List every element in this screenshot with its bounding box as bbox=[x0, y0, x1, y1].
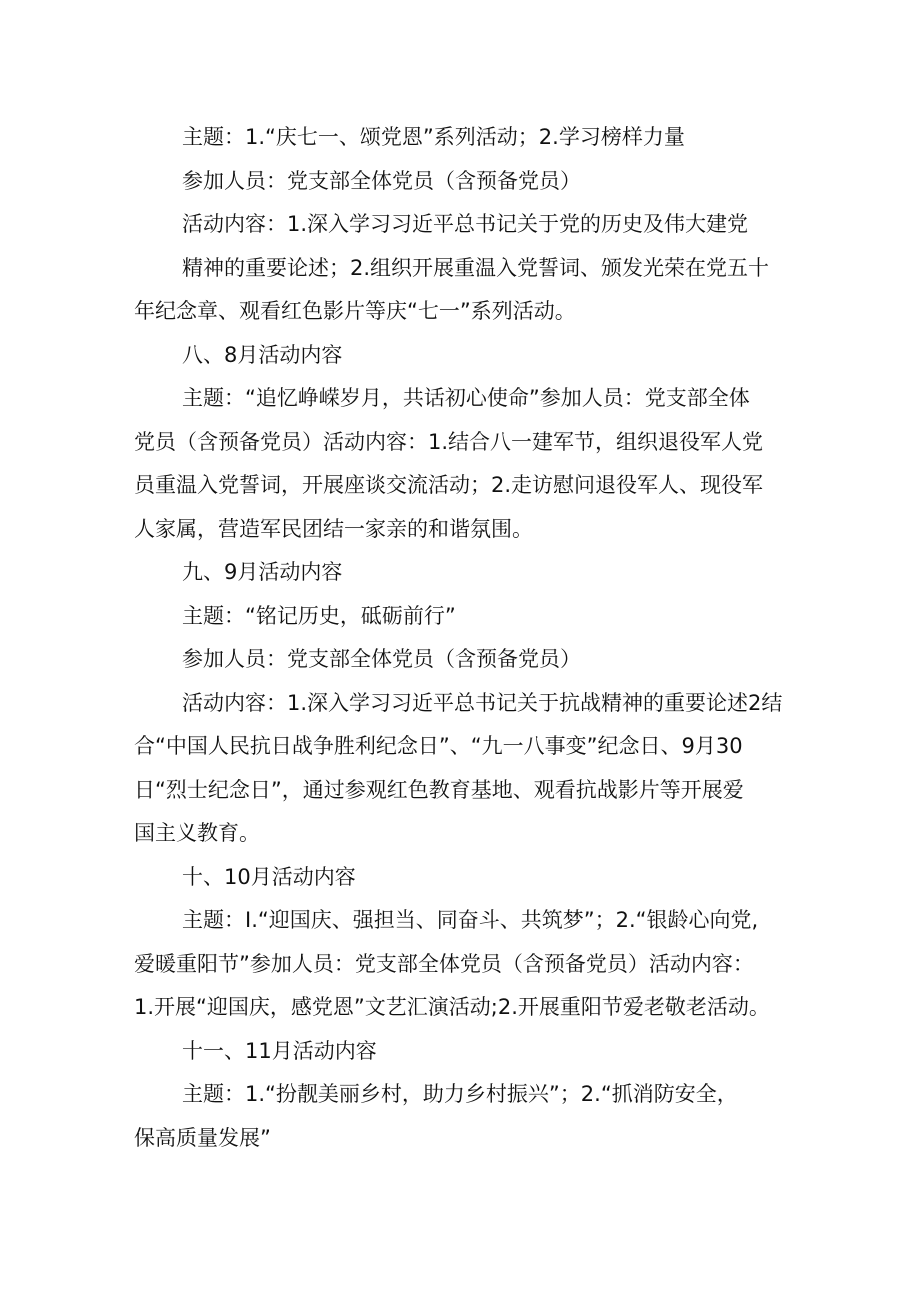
text-line: 人家属，营造军民团结一家亲的和谐氛围。 bbox=[134, 516, 533, 541]
section-heading-september: 九、9月活动内容 bbox=[182, 560, 343, 584]
text-line: 参加人员：党支部全体党员（含预备党员） bbox=[182, 168, 581, 193]
text-line: 参加人员：党支部全体党员（含预备党员） bbox=[182, 647, 581, 671]
section-heading-october: 十、10月活动内容 bbox=[182, 864, 356, 889]
text-line: 员重温入党誓词，开展座谈交流活动；2.走访慰问退役军人、现役军 bbox=[134, 473, 764, 497]
text-line: 国主义教育。 bbox=[134, 821, 260, 845]
text-line: 主题：1.“庆七一、颂党恩”系列活动；2.学习榜样力量 bbox=[182, 125, 685, 149]
text-line: 精神的重要论述；2.组织开展重温入党誓词、颁发光荣在党五十 bbox=[182, 255, 770, 280]
text-line: 日“烈士纪念日”，通过参观红色教育基地、观看抗战影片等开展爱 bbox=[134, 777, 744, 802]
text-line: 党员（含预备党员）活动内容：1.结合八一建军节，组织退役军人党 bbox=[134, 429, 764, 454]
text-line: 主题：I.“迎国庆、强担当、同奋斗、共筑梦”；2.“银龄心向党, bbox=[182, 908, 759, 932]
text-line: 年纪念章、观看红色影片等庆“七一”系列活动。 bbox=[134, 299, 576, 323]
text-line: 合“中国人民抗日战争胜利纪念日”、“九一八事变”纪念日、9月30 bbox=[134, 734, 743, 758]
text-line: 1.开展“迎国庆，感党恩”文艺汇演活动;2.开展重阳节爱老敬老活动。 bbox=[134, 995, 770, 1019]
text-line: 主题：“追忆峥嵘岁月，共话初心使命”参加人员：党支部全体 bbox=[182, 386, 750, 410]
text-line: 主题：“铭记历史，砥砺前行” bbox=[182, 603, 456, 628]
text-line: 活动内容：1.深入学习习近平总书记关于抗战精神的重要论述2结 bbox=[182, 690, 783, 715]
text-line: 活动内容：1.深入学习习近平总书记关于党的历史及伟大建党 bbox=[182, 212, 749, 236]
section-heading-august: 八、8月活动内容 bbox=[182, 342, 343, 367]
text-line: 爱暖重阳节”参加人员：党支部全体党员（含预备党员）活动内容： bbox=[134, 951, 754, 976]
text-line: 主题：1.“扮靓美丽乡村，助力乡村振兴”；2.“抓消防安全， bbox=[182, 1082, 738, 1106]
document-body bbox=[134, 116, 794, 1160]
section-heading-november: 十一、11月活动内容 bbox=[182, 1038, 377, 1063]
text-line: 保高质量发展” bbox=[134, 1125, 271, 1150]
